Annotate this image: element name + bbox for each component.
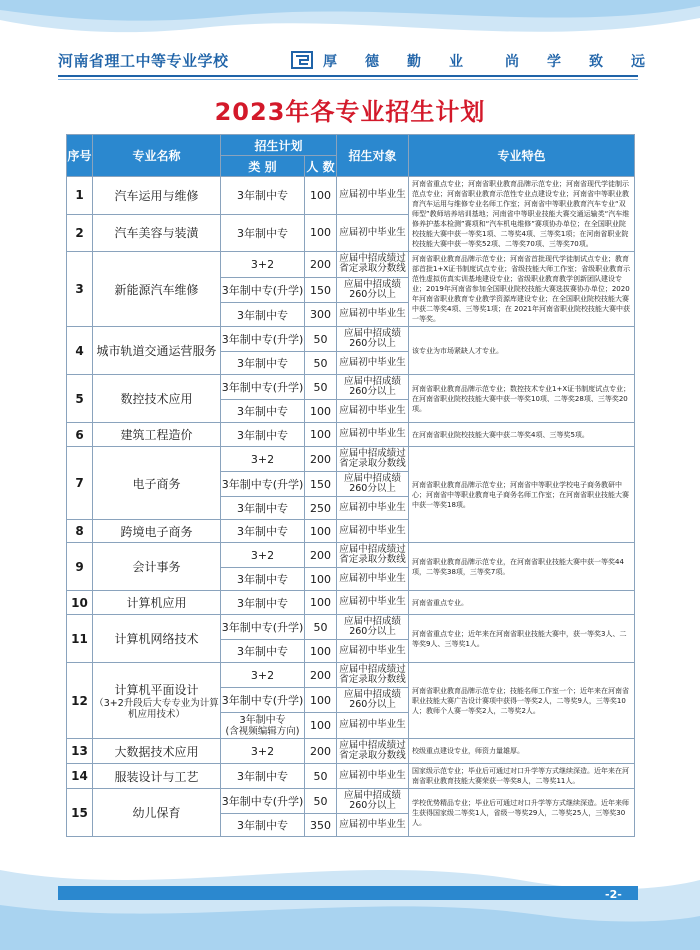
major-name: 服装设计与工艺	[93, 764, 221, 789]
plan-type: 3年制中专(升学)	[221, 688, 305, 713]
bottom-wave-background	[0, 850, 700, 950]
plan-type: 3年制中专	[221, 568, 305, 591]
enroll-target: 应届中招成绩过省定录取分数线	[337, 739, 409, 764]
major-features: 该专业为市场紧缺人才专业。	[409, 327, 635, 375]
enroll-target: 应届中招成绩过省定录取分数线	[337, 252, 409, 278]
plan-type: 3年制中专(升学)	[221, 375, 305, 400]
plan-type: 3年制中专	[221, 764, 305, 789]
plan-type: 3年制中专	[221, 520, 305, 543]
major-name-cell	[93, 663, 221, 739]
major-name: 跨境电子商务	[93, 520, 221, 543]
major-features: 河南省职业教育品牌示范专业；河南省中等职业学校电子商务教研中心；河南省中等职业教育电子商务名师工作室；在河南省职业技能大赛中获一等奖18项。	[409, 447, 635, 543]
major-features: 校级重点建设专业，师资力量雄厚。	[409, 739, 635, 764]
plan-type: 3年制中专	[221, 640, 305, 663]
plan-count: 150	[305, 472, 337, 497]
enrollment-plan-table	[66, 134, 635, 837]
col-header-no: 序号	[67, 135, 93, 177]
col-header-plan: 招生计划	[221, 135, 337, 156]
plan-count: 200	[305, 447, 337, 472]
plan-count: 100	[305, 688, 337, 713]
enroll-target: 应届初中毕业生	[337, 520, 409, 543]
major-name: 城市轨道交通运营服务	[93, 327, 221, 375]
enroll-target: 应届中招成绩260分以上	[337, 277, 409, 303]
major-features: 河南省职业教育品牌示范专业；数控技术专业1+X证书制度试点专业；在河南省职业院校技能大赛中获一等奖10项、二等奖28项、三等奖20项。	[409, 375, 635, 423]
major-name: 计算机应用	[93, 591, 221, 615]
row-no: 4	[67, 327, 93, 375]
motto-char: 远	[631, 54, 645, 70]
row-no: 11	[67, 615, 93, 663]
plan-type: 3+2	[221, 739, 305, 764]
table-row	[67, 543, 635, 568]
plan-type-note: (含视频编辑方向)	[225, 725, 300, 737]
table-row	[67, 327, 635, 352]
table-row	[67, 663, 635, 688]
enroll-target: 应届初中毕业生	[337, 814, 409, 837]
plan-type: 3+2	[221, 252, 305, 278]
enroll-target: 应届初中毕业生	[337, 423, 409, 447]
plan-count: 200	[305, 543, 337, 568]
major-name: 会计事务	[93, 543, 221, 591]
enroll-target: 应届初中毕业生	[337, 640, 409, 663]
plan-count: 50	[305, 352, 337, 375]
row-no: 3	[67, 252, 93, 327]
enroll-target: 应届中招成绩260分以上	[337, 327, 409, 352]
plan-type: 3年制中专	[221, 177, 305, 215]
row-no: 14	[67, 764, 93, 789]
major-name: 计算机平面设计	[114, 683, 199, 697]
motto-char: 致	[589, 54, 603, 70]
plan-type-cell	[221, 713, 305, 739]
page-header	[58, 50, 645, 72]
plan-type: 3年制中专	[221, 214, 305, 252]
major-features: 学校优势精品专业；毕业后可通过对口升学等方式继续深造。近年来师生获得国家级二等奖1人，省级一等奖29人，二等奖25人，三等奖30人。	[409, 789, 635, 837]
enroll-target: 应届中招成绩260分以上	[337, 375, 409, 400]
plan-type: 3年制中专	[239, 714, 286, 726]
motto-char: 尚	[505, 54, 519, 70]
table-row	[67, 252, 635, 278]
page-title: 2023年各专业招生计划	[214, 98, 486, 126]
table-row	[67, 764, 635, 789]
enroll-target: 应届中招成绩260分以上	[337, 615, 409, 640]
plan-count: 50	[305, 615, 337, 640]
enroll-target: 应届初中毕业生	[337, 568, 409, 591]
plan-count: 100	[305, 713, 337, 739]
major-features: 河南省重点专业。	[409, 591, 635, 615]
enroll-target: 应届初中毕业生	[337, 591, 409, 615]
plan-type: 3年制中专	[221, 352, 305, 375]
enroll-target: 应届初中毕业生	[337, 497, 409, 520]
plan-type: 3年制中专	[221, 303, 305, 327]
table-row	[67, 789, 635, 814]
plan-type: 3年制中专	[221, 423, 305, 447]
plan-count: 100	[305, 214, 337, 252]
plan-type: 3+2	[221, 663, 305, 688]
row-no: 6	[67, 423, 93, 447]
enroll-target: 应届中招成绩过省定录取分数线	[337, 447, 409, 472]
motto-char: 学	[547, 54, 561, 70]
plan-type: 3年制中专	[221, 814, 305, 837]
major-name: 电子商务	[93, 447, 221, 520]
table-row	[67, 447, 635, 472]
plan-count: 300	[305, 303, 337, 327]
school-name: 河南省理工中等专业学校	[58, 52, 229, 70]
header-divider-thin	[58, 79, 638, 80]
table-row	[67, 615, 635, 640]
footer-bar	[58, 886, 638, 900]
major-features: 在河南省职业院校技能大赛中获二等奖4项、三等奖5项。	[409, 423, 635, 447]
major-name: 幼儿保育	[93, 789, 221, 837]
plan-count: 100	[305, 400, 337, 423]
plan-count: 100	[305, 177, 337, 215]
row-no: 7	[67, 447, 93, 520]
plan-type: 3年制中专(升学)	[221, 615, 305, 640]
major-name: 计算机网络技术	[93, 615, 221, 663]
enroll-target: 应届初中毕业生	[337, 214, 409, 252]
enroll-target: 应届中招成绩260分以上	[337, 472, 409, 497]
table-row	[67, 177, 635, 215]
motto-char: 厚	[323, 54, 337, 70]
col-header-major: 专业名称	[93, 135, 221, 177]
plan-count: 100	[305, 591, 337, 615]
table-row	[67, 423, 635, 447]
plan-count: 150	[305, 277, 337, 303]
table-row	[67, 739, 635, 764]
plan-count: 100	[305, 640, 337, 663]
major-features: 国家级示范专业；毕业后可通过对口升学等方式继续深造。近年来在河南省职业教育技能大赛荣获一等奖8人，二等奖11人。	[409, 764, 635, 789]
major-features: 河南省重点专业；近年来在河南省职业技能大赛中，获一等奖3人、二等奖9人、三等奖1人。	[409, 615, 635, 663]
plan-type: 3年制中专(升学)	[221, 789, 305, 814]
motto-char: 德	[365, 54, 379, 70]
col-header-type: 类 别	[221, 156, 305, 177]
plan-type: 3年制中专(升学)	[221, 327, 305, 352]
col-header-features: 专业特色	[409, 135, 635, 177]
col-header-target: 招生对象	[337, 135, 409, 177]
major-name: 汽车运用与维修	[93, 177, 221, 215]
row-no: 5	[67, 375, 93, 423]
row-no: 15	[67, 789, 93, 837]
plan-count: 50	[305, 764, 337, 789]
major-features: 河南省职业教育品牌示范专业；技能名师工作室一个；近年来在河南省职业技能大赛广告设计赛项中获得一等奖2人，二等奖9人，三等奖10人；教师个人赛一等奖2人，二等奖2人。	[409, 663, 635, 739]
major-name: 数控技术应用	[93, 375, 221, 423]
row-no: 13	[67, 739, 93, 764]
plan-count: 200	[305, 739, 337, 764]
plan-count: 100	[305, 568, 337, 591]
plan-count: 350	[305, 814, 337, 837]
row-no: 12	[67, 663, 93, 739]
plan-count: 100	[305, 520, 337, 543]
row-no: 2	[67, 214, 93, 252]
major-features: 河南省职业教育品牌示范专业，在河南省职业技能大赛中获一等奖44项，二等奖38项，三等奖7项。	[409, 543, 635, 591]
enroll-target: 应届初中毕业生	[337, 303, 409, 327]
major-name: 新能源汽车维修	[93, 252, 221, 327]
row-no: 1	[67, 177, 93, 215]
enroll-target: 应届初中毕业生	[337, 177, 409, 215]
major-note: （3+2升段后大专专业为计算机应用技术）	[94, 698, 219, 720]
col-header-count: 人 数	[305, 156, 337, 177]
plan-count: 50	[305, 375, 337, 400]
plan-count: 200	[305, 663, 337, 688]
row-no: 9	[67, 543, 93, 591]
major-features: 河南省职业教育品牌示范专业；河南省首批现代学徒制试点专业；教育部首批1+X证书制度试点专业；省级技能大师工作室；省级职业教育示范性虚拟仿真实训基地建设专业；省级职业教育教学创新团队建设专业；2019年河南省参加全国职业院校技能大赛选拔赛协办单位；2020年河南省职业教育专业教学资源库建设专业；在全国职业院校技能大赛中获二等奖4项、三等奖1项；在 2021年河南省职业院校技能大赛中获一等奖。	[409, 252, 635, 327]
table-row	[67, 375, 635, 400]
plan-type: 3年制中专(升学)	[221, 277, 305, 303]
major-name: 汽车美容与装潢	[93, 214, 221, 252]
enroll-target: 应届中招成绩过省定录取分数线	[337, 663, 409, 688]
motto-char: 业	[449, 54, 463, 70]
school-logo-icon	[291, 51, 313, 69]
table-row	[67, 591, 635, 615]
enroll-target: 应届中招成绩260分以上	[337, 688, 409, 713]
enroll-target: 应届初中毕业生	[337, 713, 409, 739]
enroll-target: 应届初中毕业生	[337, 352, 409, 375]
plan-type: 3+2	[221, 543, 305, 568]
plan-count: 100	[305, 423, 337, 447]
page-number: -2-	[605, 888, 622, 901]
plan-count: 50	[305, 789, 337, 814]
major-name: 大数据技术应用	[93, 739, 221, 764]
row-no: 10	[67, 591, 93, 615]
enroll-target: 应届初中毕业生	[337, 400, 409, 423]
plan-type: 3年制中专	[221, 497, 305, 520]
major-name: 建筑工程造价	[93, 423, 221, 447]
motto-char: 勤	[407, 54, 421, 70]
plan-type: 3年制中专	[221, 400, 305, 423]
enroll-target: 应届中招成绩过省定录取分数线	[337, 543, 409, 568]
plan-type: 3年制中专	[221, 591, 305, 615]
plan-count: 200	[305, 252, 337, 278]
major-features: 河南省重点专业；河南省职业教育品牌示范专业；河南省现代学徒制示范点专业；河南省职业教育示范性专业点建设专业；河南省中等职业教育汽车运用与维修专业名师工作室；河南省中等职业教育汽车专业“双师型”教师培养培训基地；河南省中等职业技能大赛交通运输类“汽车维修养护基本检测”赛项和“汽车机电维修”赛项协办单位；在全国职业院校技能大赛中获一等奖1项、二等奖4项、三等奖1项；在河南省职业院校技能大赛中获一等奖52项、二等奖70项、三等奖70项。	[409, 177, 635, 252]
plan-type: 3+2	[221, 447, 305, 472]
enroll-target: 应届中招成绩260分以上	[337, 789, 409, 814]
school-motto	[323, 51, 673, 71]
header-divider	[58, 75, 638, 77]
row-no: 8	[67, 520, 93, 543]
plan-count: 250	[305, 497, 337, 520]
plan-count: 50	[305, 327, 337, 352]
enroll-target: 应届初中毕业生	[337, 764, 409, 789]
plan-type: 3年制中专(升学)	[221, 472, 305, 497]
